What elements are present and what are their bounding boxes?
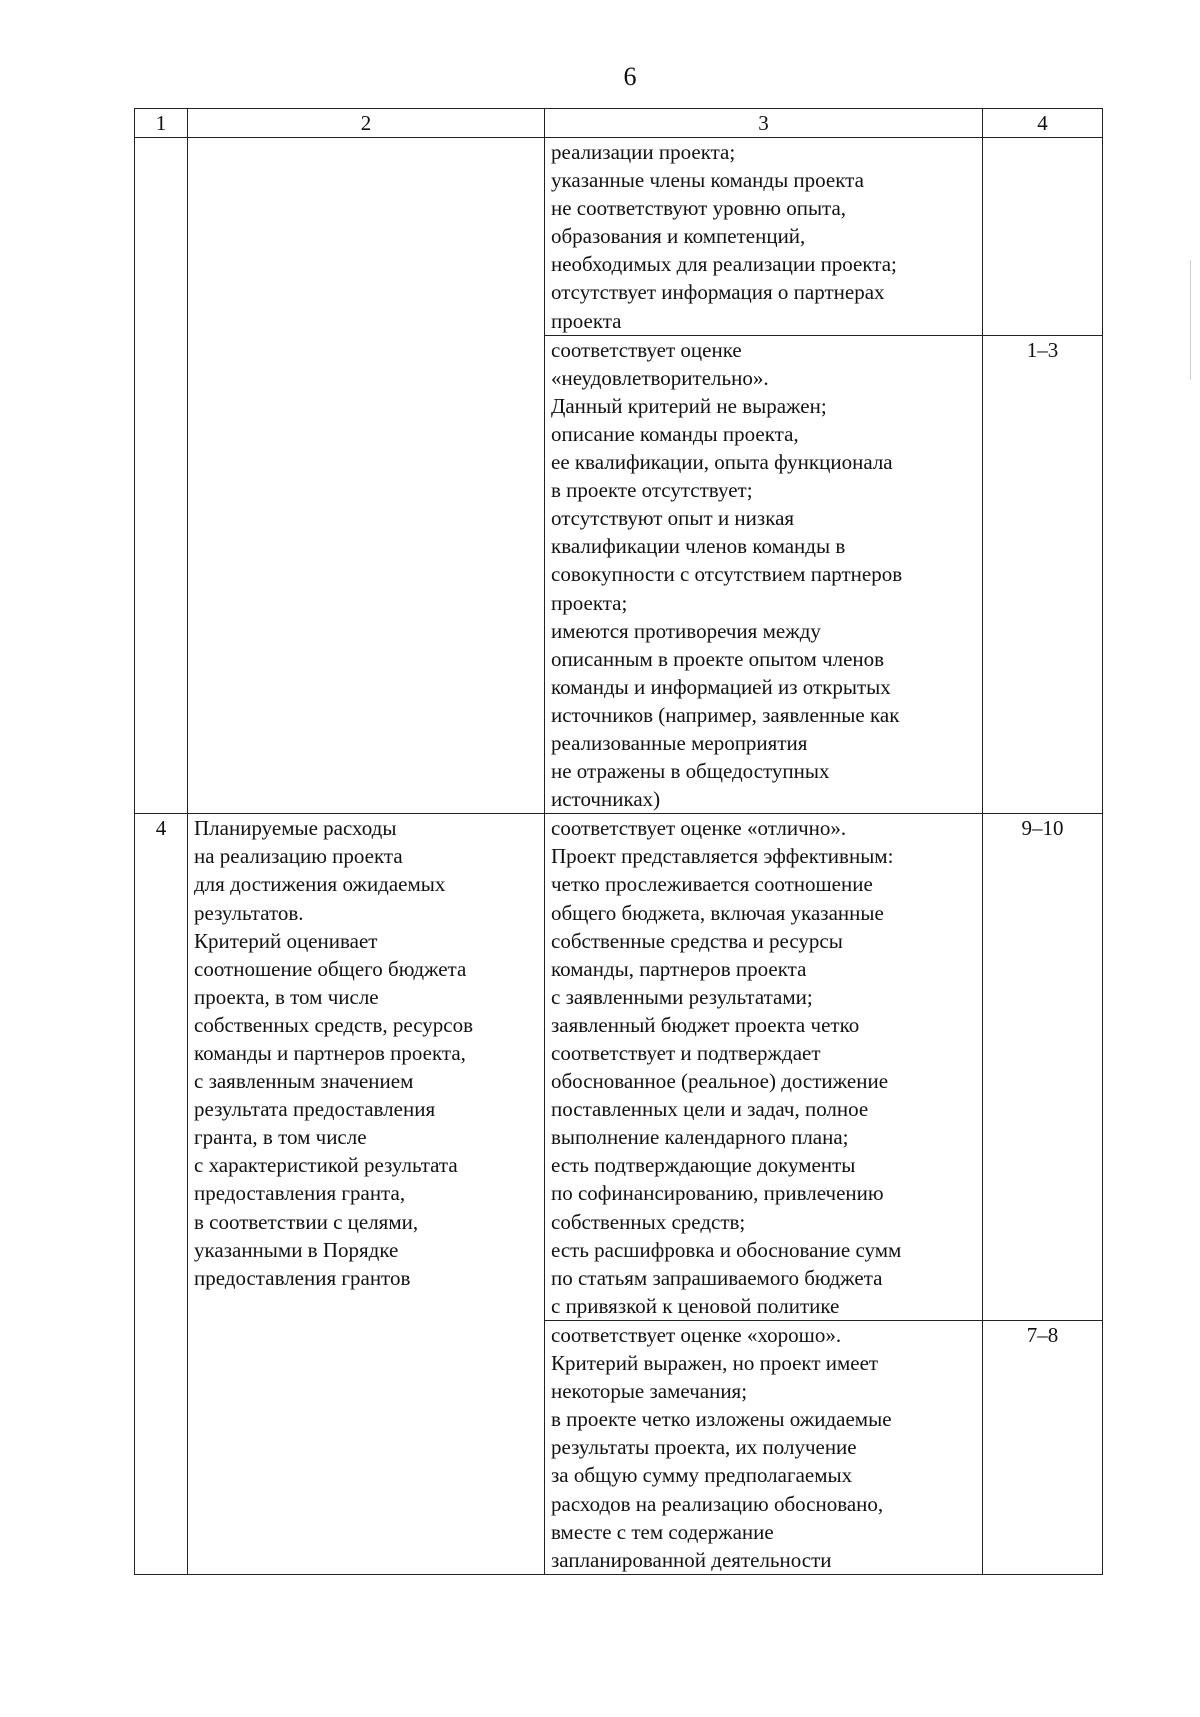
description-excellent-text: соответствует оценке «отлично». Проект представляется эффективным: четко прослеживается соотношение общего бюджета, включая указанные собственные средства и ресурсы команды, партнеров проекта с заявленными результатами; заявленный бюджет проекта четко соответствует и подтверждает обоснованное (реальное) достижение поставленных цели и задач, полное выполнение календарного плана; есть подтверждающие документы по софинансированию, привлечению собственных средств; есть расшифровка и обоснование сумм по статьям запрашиваемого бюджета с привязкой к ценовой политике xyxy=(551,816,902,1318)
table-row-continuation xyxy=(135,138,1103,336)
criteria-table xyxy=(134,108,1103,1575)
criterion-text: Планируемые расходы на реализацию проекта для достижения ожидаемых результатов. Критерий оценивает соотношение общего бюджета проекта, в том числе собственных средств, ресурсов команды и партнеров проекта, с заявленным значением результата предоставления гранта, в том числе с характеристикой результата предоставления гранта, в соответствии с целями, указанными в Порядке предоставления грантов xyxy=(194,816,474,1290)
criterion-number: 4 xyxy=(135,814,188,1575)
description-cell-good xyxy=(545,1320,983,1574)
column-header-4: 4 xyxy=(983,109,1103,138)
description-good-text: соответствует оценке «хорошо». Критерий выражен, но проект имеет некоторые замечания; в проекте четко изложены ожидаемые результаты проекта, их получение за общую сумму предполагаемых расходов на реализацию обосновано, вместе с тем содержание запланированной деятельности xyxy=(551,1322,892,1572)
column-header-2: 2 xyxy=(188,109,545,138)
table-header-row xyxy=(135,109,1103,138)
score-cell-continued xyxy=(983,138,1103,336)
score-excellent: 9–10 xyxy=(983,814,1103,1321)
page-number: 6 xyxy=(623,62,637,91)
score-unsatisfactory: 1–3 xyxy=(983,335,1103,814)
description-continued-text: реализации проекта; указанные члены команды проекта не соответствуют уровню опыта, образования и компетенций, необходимых для реализации проекта; отсутствует информация о партнерах проекта xyxy=(551,140,897,333)
description-cell-continued xyxy=(545,138,983,336)
score-good: 7–8 xyxy=(983,1320,1103,1574)
table-row-criterion-4-excellent xyxy=(135,814,1103,1321)
description-cell-unsatisfactory xyxy=(545,335,983,814)
description-unsatisfactory-text: соответствует оценке «неудовлетворительно». Данный критерий не выражен; описание команды проекта, ее квалификации, опыта функционала в проекте отсутствует; отсутствуют опыт и низкая квалификации членов команды в совокупности с отсутствием партнеров проекта; имеются противоречия между описанным в проекте опытом членов команды и информацией из открытых источников (например, заявленные как реализованные мероприятия не отражены в общедоступных источниках) xyxy=(551,337,903,812)
criterion-cell-empty xyxy=(188,138,545,814)
description-cell-excellent xyxy=(545,814,983,1321)
column-header-1: 1 xyxy=(135,109,188,138)
criterion-cell xyxy=(188,814,545,1575)
row-number-cell-empty xyxy=(135,138,188,814)
column-header-3: 3 xyxy=(545,109,983,138)
scan-artifact-line xyxy=(1190,260,1191,380)
